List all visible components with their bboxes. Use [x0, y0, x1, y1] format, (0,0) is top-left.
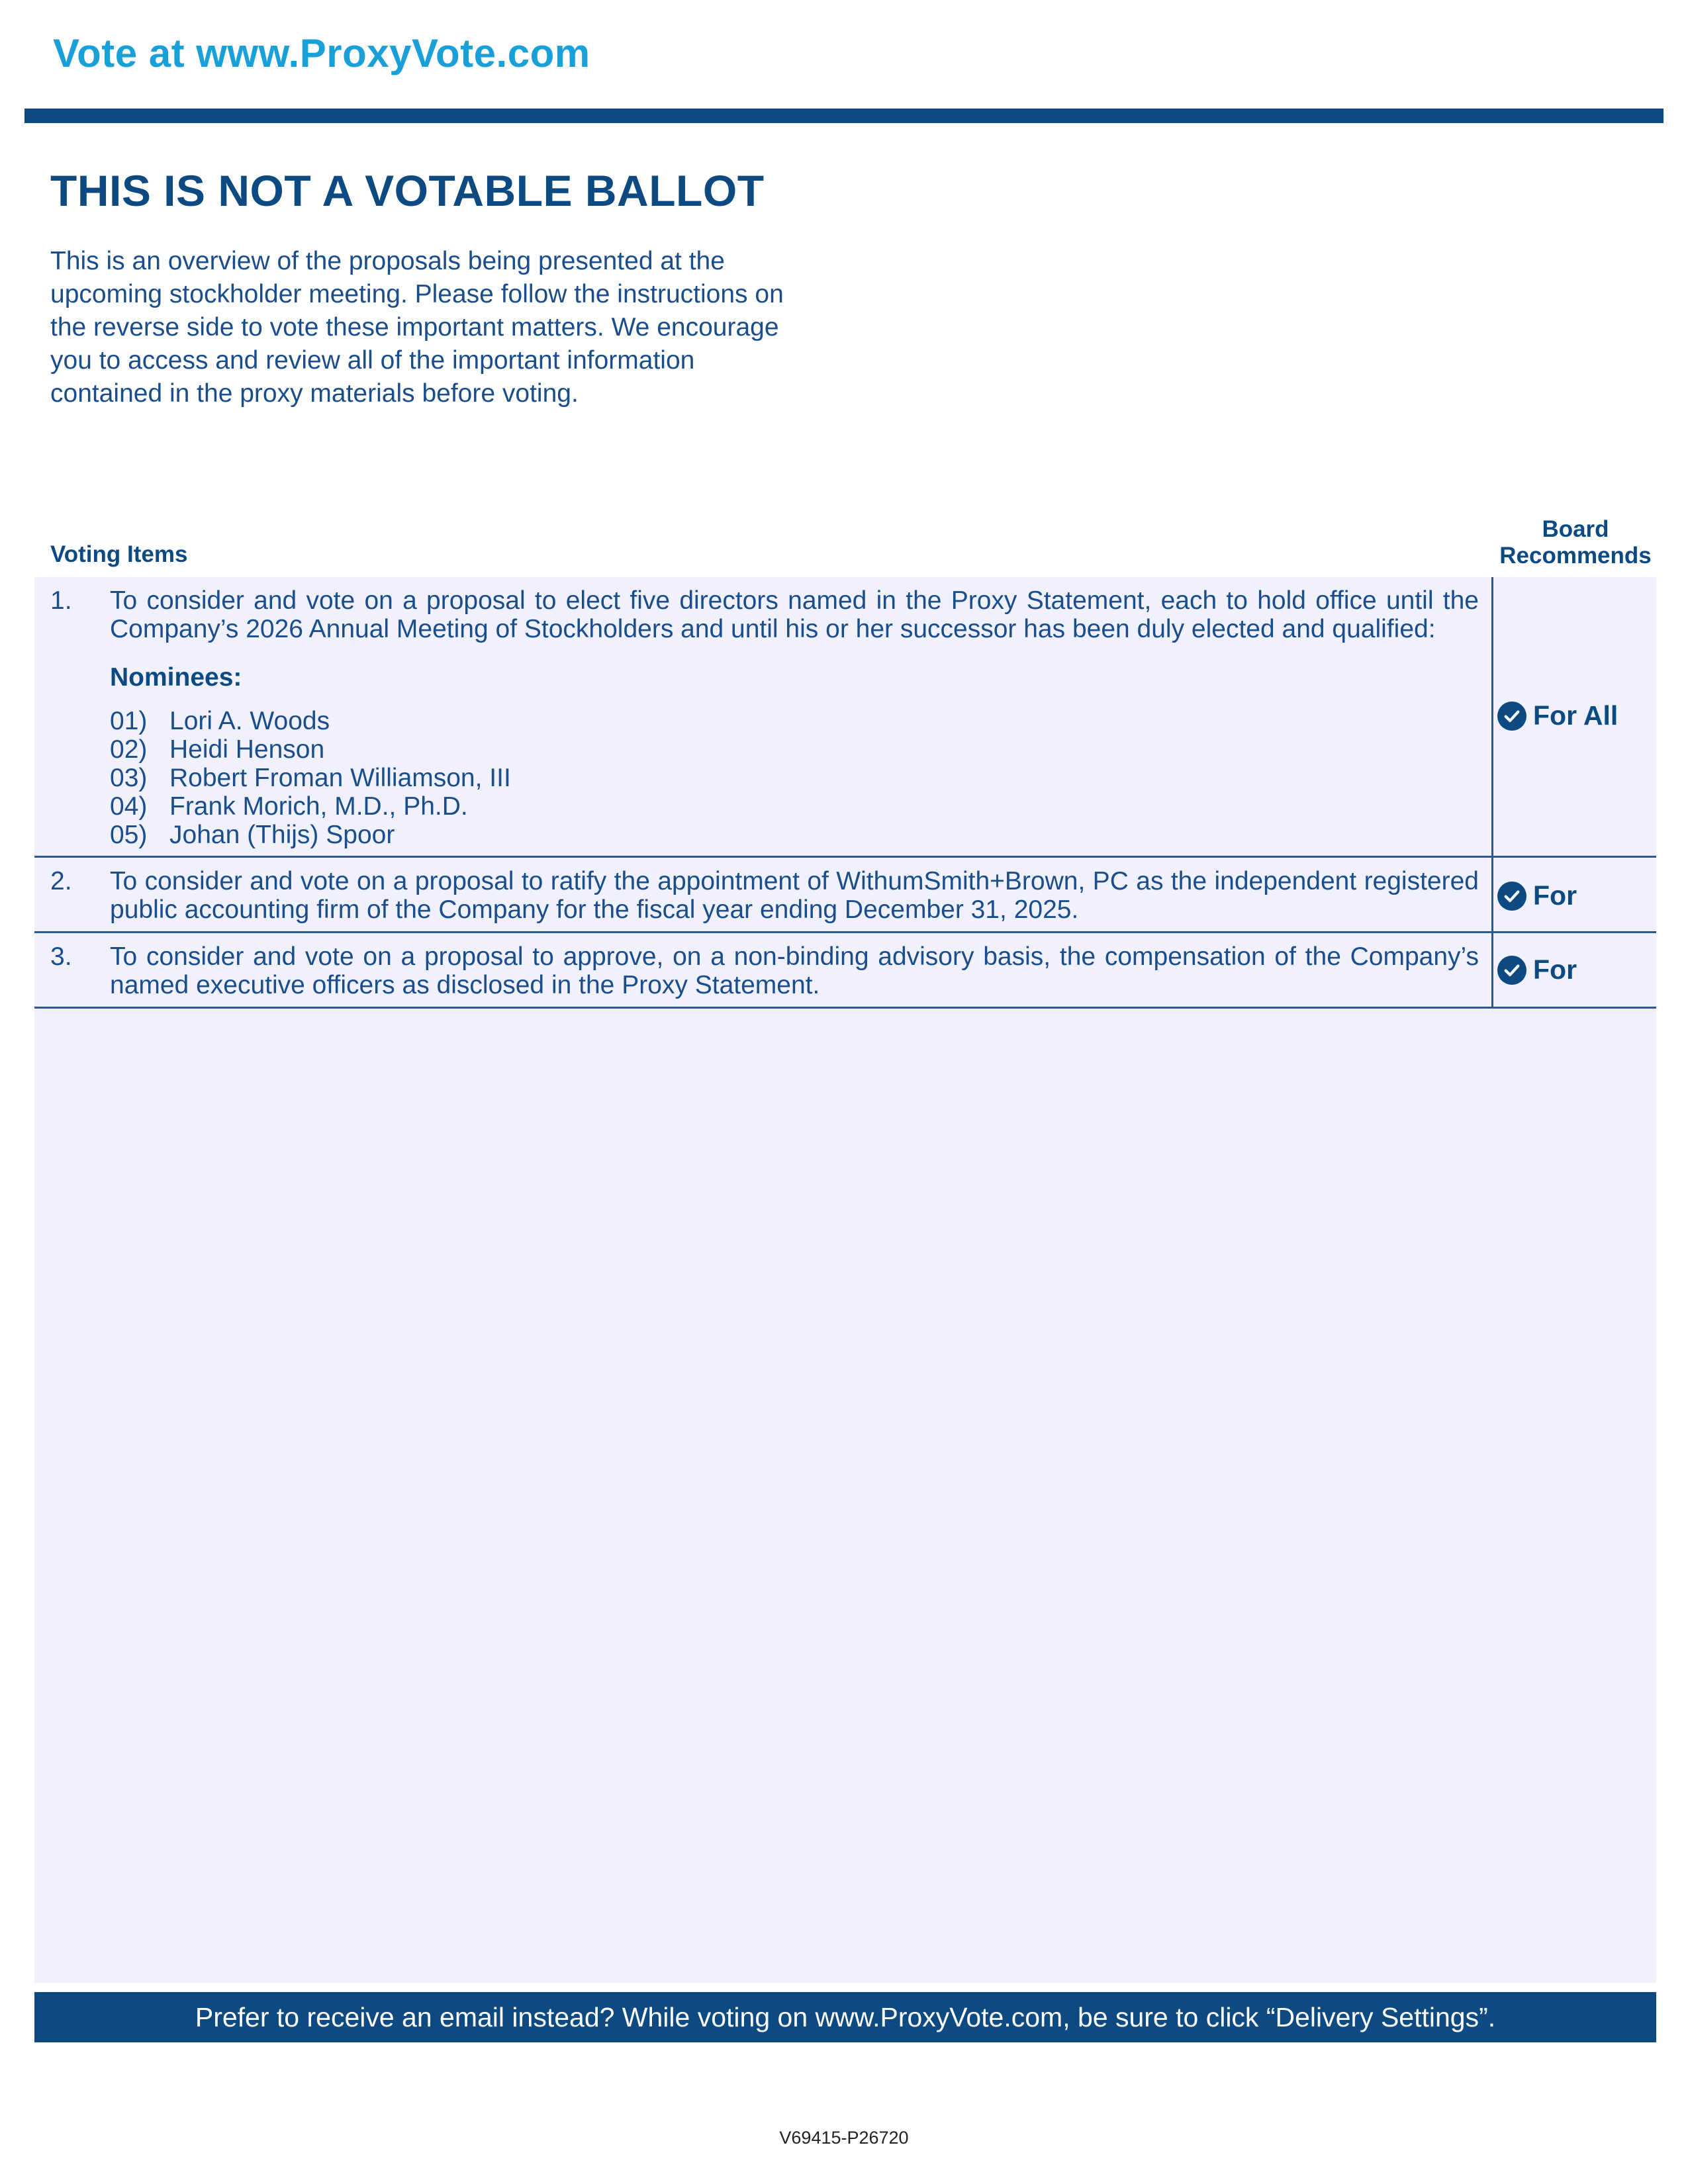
nominee-name: Lori A. Woods [169, 707, 330, 735]
board-recommends-line2: Recommends [1499, 543, 1652, 569]
recommendation-item-2 [1497, 880, 1577, 911]
nominee-number: 02) [110, 735, 148, 764]
nominee-name: Johan (Thijs) Spoor [169, 821, 395, 849]
recommendation-label: For All [1533, 700, 1618, 731]
header-divider [24, 109, 1664, 123]
check-circle-icon [1497, 702, 1526, 731]
intro-line: contained in the proxy materials before voting. [50, 379, 579, 408]
intro-line: you to access and review all of the important information [50, 346, 695, 375]
recommendation-item-1 [1497, 700, 1618, 731]
proxyvote-link[interactable]: Vote at www.ProxyVote.com [53, 31, 590, 75]
nominee-number: 05) [110, 821, 148, 849]
nominee-name: Heidi Henson [169, 735, 325, 764]
nominee-item [110, 792, 468, 821]
voting-item-2 [34, 858, 1656, 933]
nominee-name: Frank Morich, M.D., Ph.D. [169, 792, 468, 821]
item-number: 2. [50, 867, 72, 895]
nominee-number: 03) [110, 764, 148, 792]
voting-items-header: Voting Items [50, 541, 188, 567]
board-recommends-line1: Board [1542, 516, 1609, 542]
check-circle-icon [1497, 956, 1526, 985]
board-recommends-header [1493, 516, 1658, 569]
nominee-number: 04) [110, 792, 148, 821]
intro-line: upcoming stockholder meeting. Please follow the instructions on [50, 280, 784, 308]
recommendation-label: For [1533, 880, 1577, 911]
intro-line: the reverse side to vote these important matters. We encourage [50, 313, 779, 341]
recommendation-item-3 [1497, 954, 1577, 985]
nominee-item [110, 764, 511, 793]
page-title: THIS IS NOT A VOTABLE BALLOT [50, 166, 765, 215]
check-circle-icon [1497, 882, 1526, 911]
recommendation-label: For [1533, 954, 1577, 985]
item-text: To consider and vote on a proposal to approve, on a non-binding advisory basis, the compensation of the Company’s named executive officers as disclosed in the Proxy Statement. [110, 942, 1479, 999]
item-number: 3. [50, 942, 72, 971]
nominee-number: 01) [110, 707, 148, 735]
delivery-settings-banner: Prefer to receive an email instead? While voting on www.ProxyVote.com, be sure to click “Delivery Settings”. [34, 1992, 1656, 2042]
intro-paragraph [50, 245, 845, 410]
voting-item-3 [34, 933, 1656, 1009]
voting-item-1 [34, 577, 1656, 858]
document-id: V69415-P26720 [779, 2128, 909, 2148]
nominee-item [110, 707, 330, 736]
item-text: To consider and vote on a proposal to ratify the appointment of WithumSmith+Brown, PC as the independent registered public accounting firm of the Company for the fiscal year ending December 31, 2025. [110, 867, 1479, 924]
nominee-item [110, 821, 395, 850]
nominee-name: Robert Froman Williamson, III [169, 764, 511, 792]
nominee-item [110, 735, 324, 764]
item-text: To consider and vote on a proposal to elect five directors named in the Proxy Statement, each to hold office until the Company’s 2026 Annual Meeting of Stockholders and until his or her successor has been duly elected and qualified: [110, 586, 1479, 643]
intro-line: This is an overview of the proposals being presented at the [50, 247, 725, 275]
recommendation-column-divider [1491, 577, 1493, 1009]
nominees-label: Nominees: [110, 663, 242, 692]
item-number: 1. [50, 586, 72, 615]
